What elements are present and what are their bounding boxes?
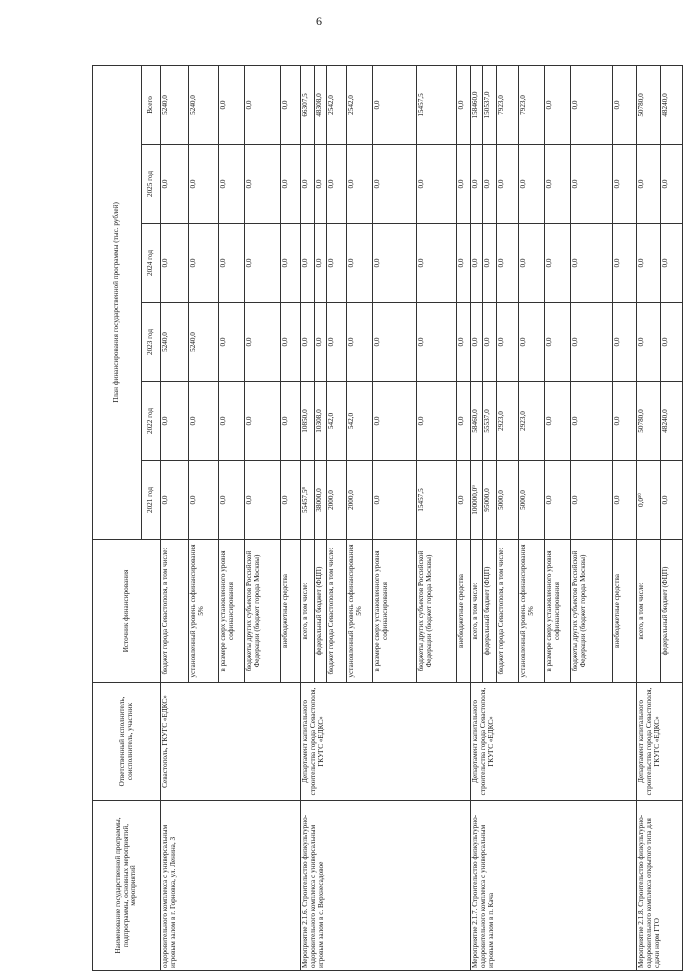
year-value-cell: 0,0: [637, 145, 661, 224]
year-value-cell: 0,0: [219, 145, 245, 224]
year-value-cell: 0,0: [245, 224, 281, 303]
header-executor: Ответственный исполнитель, соисполнитель, участник: [93, 683, 161, 801]
funding-source: федеральный бюджет (ФЦП): [315, 540, 327, 683]
year-value-cell: 5240,0: [189, 303, 219, 382]
year-value-cell: 58460,0: [471, 382, 483, 461]
year-value-cell: 0,0: [301, 145, 315, 224]
year-value-cell: 0,0¹⁰: [637, 461, 661, 540]
table-row: [161, 65, 189, 970]
year-value-cell: 2000,0: [327, 461, 347, 540]
header-year: 2022 год: [142, 382, 161, 461]
total-cell: 50780,0: [637, 65, 661, 144]
year-value-cell: 0,0: [571, 461, 613, 540]
funding-source: в размере сверх установленного уровня софинансирования: [373, 540, 417, 683]
year-value-cell: 50780,0: [637, 382, 661, 461]
year-value-cell: 0,0: [483, 303, 497, 382]
year-value-cell: 0,0: [347, 145, 373, 224]
table-row: [301, 65, 315, 970]
year-value-cell: 0,0: [457, 224, 471, 303]
funding-source: федеральный бюджет (ФЦП): [483, 540, 497, 683]
year-value-cell: 55457,5⁸: [301, 461, 315, 540]
funding-source: всего, в том числе:: [471, 540, 483, 683]
year-value-cell: 0,0: [519, 145, 545, 224]
year-value-cell: 0,0: [661, 224, 683, 303]
year-value-cell: 0,0: [161, 382, 189, 461]
year-value-cell: 0,0: [483, 145, 497, 224]
year-value-cell: 5000,0: [519, 461, 545, 540]
funding-source: внебюджетные средства: [457, 540, 471, 683]
funding-source: установленный уровень софинансирования 5%: [347, 540, 373, 683]
year-value-cell: 0,0: [219, 382, 245, 461]
funding-source: бюджеты других субъектов Российской Федерации (бюджет города Москвы): [571, 540, 613, 683]
year-value-cell: 0,0: [637, 224, 661, 303]
year-value-cell: 0,0: [281, 303, 301, 382]
year-value-cell: 0,0: [161, 224, 189, 303]
table-row: [471, 65, 483, 970]
page-number: 6: [316, 14, 322, 28]
year-value-cell: 0,0: [483, 224, 497, 303]
total-cell: 66307,5: [301, 65, 315, 144]
year-value-cell: 0,0: [545, 303, 571, 382]
year-value-cell: 48240,0: [661, 382, 683, 461]
year-value-cell: 0,0: [471, 145, 483, 224]
year-value-cell: 38000,0: [315, 461, 327, 540]
year-value-cell: 0,0: [519, 224, 545, 303]
year-value-cell: 0,0: [245, 461, 281, 540]
year-value-cell: 0,0: [315, 145, 327, 224]
year-value-cell: 0,0: [471, 224, 483, 303]
year-value-cell: 0,0: [161, 461, 189, 540]
funding-source: в размере сверх установленного уровня софинансирования: [219, 540, 245, 683]
total-cell: 5240,0: [161, 65, 189, 144]
year-value-cell: 0,0: [245, 303, 281, 382]
header-source: Источник финансирования: [93, 540, 161, 683]
year-value-cell: 0,0: [281, 145, 301, 224]
year-value-cell: 0,0: [545, 461, 571, 540]
measure-name: Мероприятие 2.1.6. Строительство физкультурно-оздоровительного комплекса с универсальным игровым залом в с. Верхнесадовое: [301, 801, 471, 971]
total-cell: 2542,0: [347, 65, 373, 144]
year-value-cell: 0,0: [189, 145, 219, 224]
year-value-cell: 0,0: [497, 224, 519, 303]
funding-source: бюджеты других субъектов Российской Федерации (бюджет города Москвы): [417, 540, 457, 683]
header-year: 2025 год: [142, 145, 161, 224]
year-value-cell: 0,0: [417, 224, 457, 303]
year-value-cell: 55537,0: [483, 382, 497, 461]
year-value-cell: 0,0: [373, 224, 417, 303]
year-value-cell: 0,0: [189, 224, 219, 303]
funding-source: бюджет города Севастополя, в том числе:: [327, 540, 347, 683]
header-name: Наименование государственной программы, подпрограммы, основных мероприятий, мероприятий: [93, 801, 161, 971]
year-value-cell: 0,0: [545, 145, 571, 224]
funding-source: всего, в том числе:: [637, 540, 661, 683]
year-value-cell: 0,0: [347, 303, 373, 382]
total-cell: 0,0: [373, 65, 417, 144]
year-value-cell: 0,0: [457, 145, 471, 224]
year-value-cell: 0,0: [219, 461, 245, 540]
table-row: [637, 65, 661, 970]
year-value-cell: 2923,0: [519, 382, 545, 461]
year-value-cell: 542,0: [327, 382, 347, 461]
year-value-cell: 0,0: [545, 382, 571, 461]
total-cell: 48308,0: [315, 65, 327, 144]
year-value-cell: 10850,0: [301, 382, 315, 461]
year-value-cell: 0,0: [245, 382, 281, 461]
financing-table: [92, 65, 683, 971]
year-value-cell: 2000,0: [347, 461, 373, 540]
year-value-cell: 0,0: [417, 303, 457, 382]
measure-name: оздоровительного комплекса с универсальным игровым залом в г. Горновка, ул. Ленина, 3: [161, 801, 301, 971]
total-cell: 0,0: [245, 65, 281, 144]
year-value-cell: 0,0: [519, 303, 545, 382]
year-value-cell: 0,0: [327, 145, 347, 224]
funding-source: всего, в том числе:: [301, 540, 315, 683]
executor: Департамент капитального строительства города Севастополя, ГКУГС «ЕДКС»: [301, 683, 471, 801]
year-value-cell: 0,0: [457, 461, 471, 540]
year-value-cell: 0,0: [189, 461, 219, 540]
year-value-cell: 0,0: [327, 303, 347, 382]
measure-name: Мероприятие 2.1.8. Строительство физкультурно-оздоровительного комплекса открытого типа для сдачи норм ГТО: [637, 801, 683, 971]
year-value-cell: 0,0: [245, 145, 281, 224]
total-cell: 0,0: [571, 65, 613, 144]
measure-name: Мероприятие 2.1.7. Строительство физкультурно-оздоровительного комплекса с универсальным игровым залом в п. Кача: [471, 801, 637, 971]
funding-source: установленный уровень софинансирования 5%: [189, 540, 219, 683]
year-value-cell: 0,0: [417, 145, 457, 224]
year-value-cell: 0,0: [373, 145, 417, 224]
header-total: Всего: [142, 65, 161, 144]
year-value-cell: 0,0: [281, 224, 301, 303]
executor: Департамент капитального строительства города Севастополя, ГКУГС «ЕДКС»: [637, 683, 683, 801]
rotated-page: [92, 66, 669, 971]
year-value-cell: 0,0: [281, 461, 301, 540]
year-value-cell: 0,0: [373, 382, 417, 461]
year-value-cell: 0,0: [219, 303, 245, 382]
total-cell: 7923,0: [519, 65, 545, 144]
total-cell: 0,0: [613, 65, 637, 144]
year-value-cell: 0,0: [219, 224, 245, 303]
header-plan: План финансирования государственной программы (тыс. рублей): [93, 65, 142, 539]
year-value-cell: 0,0: [613, 382, 637, 461]
year-value-cell: 0,0: [497, 145, 519, 224]
executor: Севастополь, ГКУГС «ЕДКС»: [161, 683, 301, 801]
year-value-cell: 0,0: [661, 461, 683, 540]
total-cell: 158460,0: [471, 65, 483, 144]
year-value-cell: 0,0: [327, 224, 347, 303]
year-value-cell: 10308,0: [315, 382, 327, 461]
total-cell: 0,0: [281, 65, 301, 144]
total-cell: 2542,0: [327, 65, 347, 144]
year-value-cell: 0,0: [661, 145, 683, 224]
year-value-cell: 95000,0: [483, 461, 497, 540]
year-value-cell: 0,0: [613, 145, 637, 224]
funding-source: федеральный бюджет (ФЦП): [661, 540, 683, 683]
year-value-cell: 2923,0: [497, 382, 519, 461]
year-value-cell: 0,0: [315, 303, 327, 382]
year-value-cell: 0,0: [315, 224, 327, 303]
total-cell: 0,0: [219, 65, 245, 144]
year-value-cell: 0,0: [661, 303, 683, 382]
header-year: 2023 год: [142, 303, 161, 382]
year-value-cell: 5000,0: [497, 461, 519, 540]
year-value-cell: 0,0: [571, 382, 613, 461]
year-value-cell: 0,0: [571, 303, 613, 382]
year-value-cell: 0,0: [301, 303, 315, 382]
total-cell: 15457,5: [417, 65, 457, 144]
total-cell: 5240,0: [189, 65, 219, 144]
year-value-cell: 0,0: [571, 224, 613, 303]
year-value-cell: 0,0: [457, 382, 471, 461]
year-value-cell: 0,0: [471, 303, 483, 382]
year-value-cell: 100000,0⁹: [471, 461, 483, 540]
total-cell: 0,0: [545, 65, 571, 144]
year-value-cell: 0,0: [189, 382, 219, 461]
total-cell: 48240,0: [661, 65, 683, 144]
funding-source: бюджет города Севастополя, в том числе:: [161, 540, 189, 683]
funding-source: в размере сверх установленного уровня софинансирования: [545, 540, 571, 683]
total-cell: 150537,0: [483, 65, 497, 144]
year-value-cell: 0,0: [373, 303, 417, 382]
total-cell: 0,0: [457, 65, 471, 144]
year-value-cell: 0,0: [497, 303, 519, 382]
year-value-cell: 0,0: [301, 224, 315, 303]
year-value-cell: 5240,0: [161, 303, 189, 382]
year-value-cell: 0,0: [281, 382, 301, 461]
year-value-cell: 15457,5: [417, 461, 457, 540]
year-value-cell: 0,0: [545, 224, 571, 303]
year-value-cell: 542,0: [347, 382, 373, 461]
funding-source: внебюджетные средства: [613, 540, 637, 683]
year-value-cell: 0,0: [373, 461, 417, 540]
header-year: 2024 год: [142, 224, 161, 303]
header-year: 2021 год: [142, 461, 161, 540]
funding-source: внебюджетные средства: [281, 540, 301, 683]
year-value-cell: 0,0: [571, 145, 613, 224]
year-value-cell: 0,0: [457, 303, 471, 382]
year-value-cell: 0,0: [613, 303, 637, 382]
year-value-cell: 0,0: [347, 224, 373, 303]
year-value-cell: 0,0: [417, 382, 457, 461]
year-value-cell: 0,0: [613, 224, 637, 303]
funding-source: установленный уровень софинансирования 5%: [519, 540, 545, 683]
funding-source: бюджет города Севастополя, в том числе:: [497, 540, 519, 683]
year-value-cell: 0,0: [637, 303, 661, 382]
total-cell: 7923,0: [497, 65, 519, 144]
year-value-cell: 0,0: [613, 461, 637, 540]
year-value-cell: 0,0: [161, 145, 189, 224]
funding-source: бюджеты других субъектов Российской Федерации (бюджет города Москвы): [245, 540, 281, 683]
executor: Департамент капитального строительства города Севастополя, ГКУГС «ЕДКС»: [471, 683, 637, 801]
